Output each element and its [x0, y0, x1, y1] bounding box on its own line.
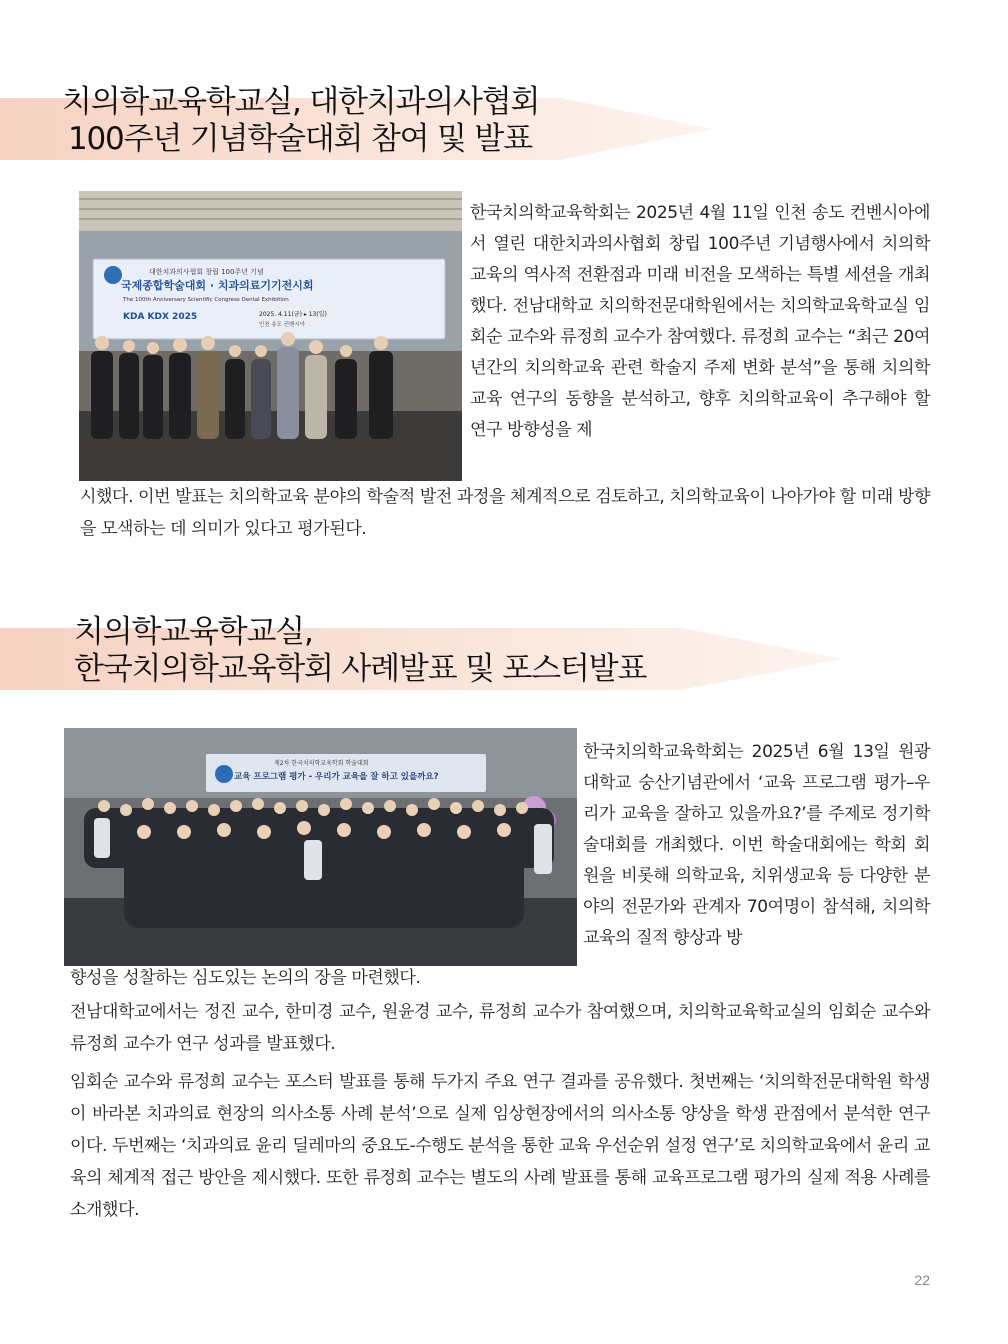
- svg-text:The 100th Anniversary Scientif: The 100th Anniversary Scientific Congress Dental Exhibition: [123, 297, 289, 303]
- section-2-title-line-2: 한국치의학교육학회 사례발표 및 포스터발표: [74, 651, 647, 687]
- svg-text:제2차 한국치의학교육학회 학술대회: 제2차 한국치의학교육학회 학술대회: [274, 760, 369, 767]
- svg-text:인천 송도 컨벤시아: 인천 송도 컨벤시아: [259, 322, 306, 328]
- section-2-group-photo: [64, 728, 577, 966]
- section-1-body-wrap: 한국치의학교육학회는 2025년 4월 11일 인천 송도 컨벤시아에서 열린 대한치과의사협회 창립 100주년 기념행사에서 치의학교육의 역사적 전환점과 미래 비전을 모색하는 특별 세션을 개최했다. 전남대학교 치의학전문대학원에서는 치의학교육학교실 임회순 교수와 류정희 교수가 참여했다. 류정희 교수는 “최근 20여 년간의 치의학교육 관련 학술지 주제 변화 분석”을 통해 치의학교육 연구의 동향을 분석하고, 향후 치의학교육이 추구해야 할 연구 방향성을 제: [470, 203, 930, 440]
- section-1-body-continued: 시했다. 이번 발표는 치의학교육 분야의 학술적 발전 과정을 체계적으로 검토하고, 치의학교육이 나아가야 할 미래 방향을 모색하는 데 의미가 있다고 평가된다.: [80, 487, 930, 539]
- section-2-paragraph-2: 임회순 교수와 류정희 교수는 포스터 발표를 통해 두가지 주요 연구 결과를 공유했다. 첫번째는 ‘치의학전문대학원 학생이 바라본 치과의료 현장의 의사소통 사례 분석’으로 실제 임상현장에서의 의사소통 양상을 학생 관점에서 분석한 연구이다. 두번째는 ‘치과의료 윤리 딜레마의 중요도-수행도 분석을 통한 교육 우선순위 설정 연구’로 치의학교육에서 윤리 교육의 체계적 접근 방안을 제시했다. 또한 류정희 교수는 별도의 사례 발표를 통해 교육프로그램 평가의 실제 적용 사례를 소개했다.: [70, 1072, 930, 1220]
- section-2-title: [74, 614, 646, 688]
- svg-text:국제종합학술대회 · 치과의료기기전시회: 국제종합학술대회 · 치과의료기기전시회: [121, 279, 314, 292]
- section-1-title-line-1: 치의학교육학교실, 대한치과의사협회: [62, 84, 540, 120]
- section-2-body-continued: 향성을 성찰하는 심도있는 논의의 장을 마련했다.: [70, 968, 421, 988]
- group-photo-icon: [79, 191, 462, 481]
- svg-text:2025. 4.11(금) ▸ 13(일): 2025. 4.11(금) ▸ 13(일): [259, 311, 327, 318]
- svg-text:KDA KDX 2025: KDA KDX 2025: [123, 312, 198, 322]
- group-photo-icon: [64, 728, 577, 966]
- section-1-group-photo: [79, 191, 462, 481]
- section-2-title-line-1: 치의학교육학교실,: [74, 614, 313, 650]
- section-2-paragraph-1: 전남대학교에서는 정진 교수, 한미경 교수, 원윤경 교수, 류정희 교수가 참여했으며, 치의학교육학교실의 임회순 교수와 류정희 교수가 연구 성과를 발표했다.: [70, 1002, 930, 1054]
- section-1-title-line-2: 100주년 기념학술대회 참여 및 발표: [68, 121, 532, 157]
- section-2-body-wrap: 한국치의학교육학회는 2025년 6월 13일 원광대학교 숭산기념관에서 ‘교육 프로그램 평가–우리가 교육을 잘하고 있을까요?’를 주제로 정기학술대회를 개최했다. 이번 학술대회에는 학회 회원을 비롯해 의학교육, 치위생교육 등 다양한 분야의 전문가와 관계자 70여명이 참석해, 치의학교육의 질적 향상과 방: [583, 742, 930, 948]
- svg-text:교육 프로그램 평가 - 우리가 교육을 잘 하고 있을까요: 교육 프로그램 평가 - 우리가 교육을 잘 하고 있을까요?: [234, 772, 439, 782]
- svg-text:대한치과의사협회 창립 100주년 기념: 대한치과의사협회 창립 100주년 기념: [149, 268, 264, 276]
- page-number: 22: [914, 1272, 930, 1288]
- section-1-title: [62, 84, 539, 158]
